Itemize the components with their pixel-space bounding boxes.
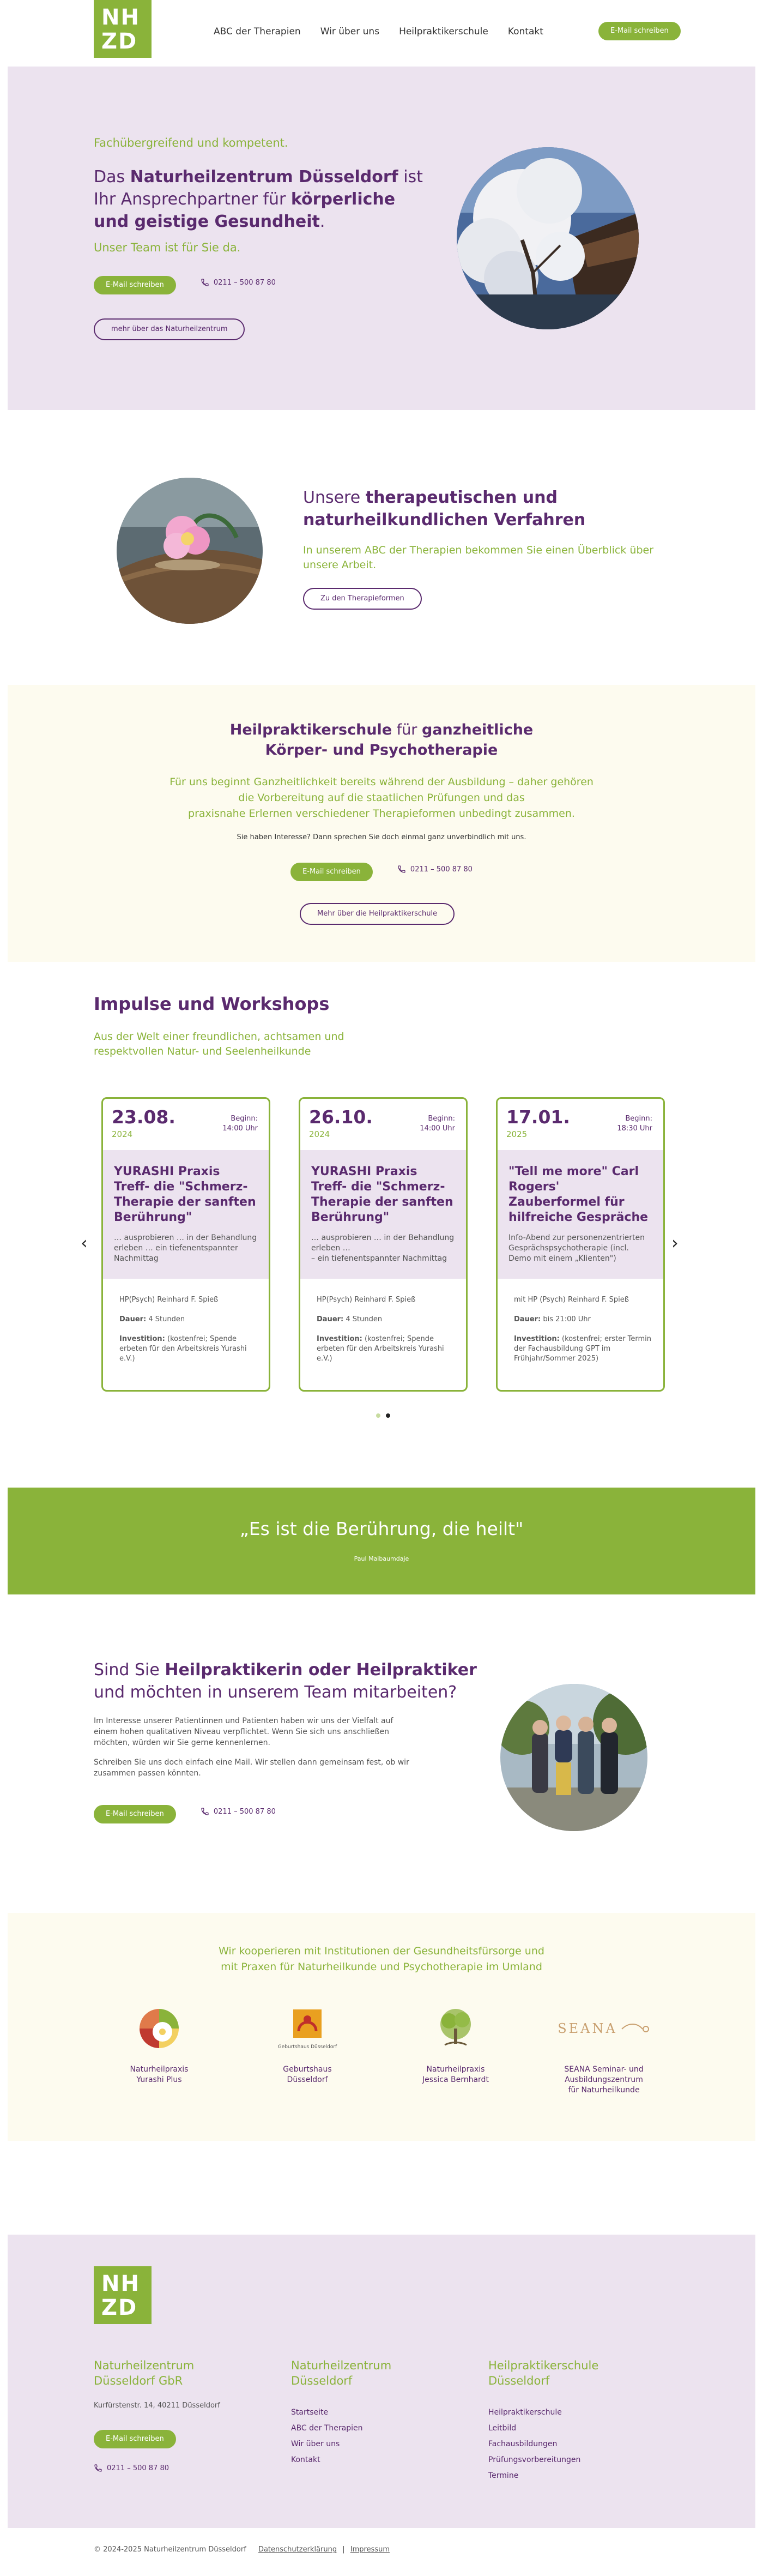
- event-year: 2024: [112, 1129, 133, 1139]
- school-title-part: für: [392, 721, 422, 738]
- therapy-title-part: Unsere: [303, 488, 366, 507]
- legal-separator: |: [342, 2545, 345, 2554]
- event-card[interactable]: [101, 1097, 270, 1392]
- partners-section: [8, 1913, 755, 2141]
- event-date: 23.08.: [112, 1106, 175, 1128]
- therapy-title: [303, 486, 586, 531]
- header-email-button[interactable]: E-Mail schreiben: [598, 22, 681, 40]
- partner-logo: [94, 2002, 225, 2055]
- school-email-button[interactable]: E-Mail schreiben: [290, 863, 373, 881]
- carousel-dot[interactable]: [376, 1413, 380, 1418]
- partner-name-line: für Naturheilkunde: [568, 2086, 640, 2094]
- site-footer: [8, 2235, 755, 2528]
- hero-actions: [94, 276, 276, 294]
- school-title: [8, 720, 755, 760]
- event-host: HP(Psych) Reinhard F. Spieß: [119, 1296, 219, 1304]
- hero-phone-link[interactable]: [201, 278, 276, 287]
- nav-item-therapies[interactable]: ABC der Therapien: [214, 26, 301, 37]
- event-cost-label: Investition:: [119, 1335, 165, 1343]
- hero-title: [94, 166, 432, 233]
- privacy-link[interactable]: Datenschutzerklärung: [258, 2545, 337, 2554]
- event-begin-label: Beginn:: [625, 1115, 652, 1123]
- logo-line-2: ZD: [101, 29, 138, 54]
- event-begin-time: 18:30 Uhr: [617, 1124, 652, 1133]
- event-duration-label: Dauer:: [317, 1315, 344, 1323]
- therapy-flower-image: [117, 478, 263, 624]
- partner-logo-text: Geburtshaus Düsseldorf: [277, 2044, 337, 2050]
- school-actions: [8, 863, 755, 881]
- event-begin: [222, 1114, 258, 1134]
- footer-link-trainings[interactable]: Fachausbildungen: [488, 2440, 558, 2448]
- event-duration-value: 4 Stunden: [148, 1315, 185, 1323]
- hero-title-part: ist Ihr Ansprechpartner für: [94, 167, 423, 209]
- partner-logo: [538, 2002, 669, 2055]
- partner-bernhardt[interactable]: [390, 2002, 521, 2085]
- footer-col-center: [291, 2358, 476, 2468]
- partner-name-line: Naturheilpraxis: [130, 2065, 189, 2074]
- join-body: Im Interesse unserer Patientinnen und Patienten haben wir uns der Vielfalt auf einem hohen qualitativen Niveau verpflichtet. Wenn Sie sich uns anschließen möchten, würden wir Sie gerne kennenlernen.: [94, 1717, 393, 1747]
- quote-author: Paul Maibaumdaje: [354, 1555, 409, 1562]
- school-phone-link[interactable]: [397, 865, 473, 874]
- therapy-title-bold: therapeutischen und naturheilkundlichen Verfahren: [303, 488, 586, 529]
- event-cost-label: Investition:: [317, 1335, 362, 1343]
- hero-team-text: Unser Team ist für Sie da.: [94, 241, 241, 254]
- partner-yurashi[interactable]: [94, 2002, 225, 2085]
- footer-phone-number: 0211 – 500 87 80: [107, 2464, 169, 2472]
- legal-bar: [0, 2528, 763, 2576]
- footer-email-button[interactable]: E-Mail schreiben: [94, 2430, 176, 2448]
- footer-col-title-line: Naturheilzentrum: [291, 2359, 392, 2372]
- carousel-dot-active[interactable]: [386, 1413, 390, 1418]
- hero-blossom-image: [457, 147, 639, 329]
- event-host: HP(Psych) Reinhard F. Spieß: [317, 1296, 416, 1304]
- nav-item-about[interactable]: Wir über uns: [320, 26, 380, 37]
- event-year: 2024: [309, 1129, 330, 1139]
- partner-geburtshaus[interactable]: [242, 2002, 373, 2085]
- event-title: YURASHI Praxis Treff- die "Schmerz-Therapie der sanften Berührung": [311, 1165, 453, 1224]
- event-cost-value: (kostenfrei; erster Termin der Fachausbildung GPT im Frühjahr/Sommer 2025): [514, 1335, 652, 1363]
- phone-icon: [94, 2464, 102, 2472]
- hero-section: [8, 67, 755, 410]
- join-body: Schreiben Sie uns doch einfach eine Mail. Wir stellen dann gemeinsam fest, ob wir zusammen passen könnten.: [94, 1758, 409, 1778]
- school-interest-text: Sie haben Interesse? Dann sprechen Sie doch einmal ganz unverbindlich mit uns.: [237, 833, 526, 841]
- join-title: [94, 1659, 486, 1704]
- footer-col-title: [488, 2358, 674, 2388]
- workshops-subtitle: Aus der Welt einer freundlichen, achtsamen und respektvollen Natur- und Seelenheilkunde: [94, 1031, 344, 1057]
- partner-name-line: Düsseldorf: [287, 2075, 328, 2084]
- footer-col-title-line: Düsseldorf GbR: [94, 2374, 183, 2387]
- school-title-bold: ganzheitliche: [422, 721, 534, 738]
- partner-name-line: Geburtshaus: [283, 2065, 332, 2074]
- footer-links: [291, 2405, 476, 2468]
- therapy-section: [0, 410, 763, 685]
- join-title-part: Sind Sie: [94, 1660, 165, 1680]
- event-duration-label: Dauer:: [514, 1315, 541, 1323]
- event-duration: [317, 1315, 455, 1325]
- nav-item-school[interactable]: Heilpraktikerschule: [399, 26, 488, 37]
- event-cost: [514, 1334, 652, 1364]
- footer-phone-link[interactable]: [94, 2464, 169, 2472]
- event-cost: [317, 1334, 455, 1364]
- footer-link-school[interactable]: Heilpraktikerschule: [488, 2408, 562, 2417]
- school-lead-line: Für uns beginnt Ganzheitlichkeit bereits während der Ausbildung – daher gehören: [169, 776, 594, 788]
- logo-line-1: NH: [101, 5, 140, 30]
- event-cost: [119, 1334, 258, 1364]
- workshops-section: [0, 962, 763, 1488]
- carousel-dots: [376, 1413, 390, 1418]
- event-description: Info-Abend zur personenzentrierten Gesprächspsychotherapie (incl. Demo mit einem „Klienten"): [508, 1233, 645, 1263]
- hero-email-button[interactable]: E-Mail schreiben: [94, 276, 176, 294]
- partners-title: [8, 1943, 755, 1975]
- event-begin-time: 14:00 Uhr: [222, 1124, 258, 1133]
- hero-title-part: .: [319, 212, 325, 231]
- event-description-line: … ausprobieren … in der Behandlung erleben …: [311, 1233, 455, 1253]
- partner-name-line: Naturheilpraxis: [426, 2065, 485, 2074]
- event-duration-value: 4 Stunden: [346, 1315, 383, 1323]
- footer-link-therapies[interactable]: ABC der Therapien: [291, 2424, 363, 2433]
- event-begin: [617, 1114, 652, 1134]
- event-cost-label: Investition:: [514, 1335, 560, 1343]
- hero-phone-number: 0211 – 500 87 80: [213, 278, 276, 287]
- phone-icon: [397, 865, 406, 874]
- school-title-bold: Körper- und Psychotherapie: [265, 742, 498, 759]
- hero-kicker: Fachübergreifend und kompetent.: [94, 136, 288, 149]
- join-email-button[interactable]: E-Mail schreiben: [94, 1805, 176, 1823]
- quote-text: „Es ist die Berührung, die heilt": [239, 1518, 524, 1539]
- partner-name-line: Ausbildungszentrum: [565, 2075, 643, 2084]
- event-cost-value: (kostenfrei; Spende erbeten für den Arbeitskreis Yurashi e.V.): [119, 1335, 247, 1363]
- main-nav: [214, 26, 543, 37]
- imprint-link[interactable]: Impressum: [350, 2545, 390, 2554]
- footer-link-about[interactable]: Wir über uns: [291, 2440, 340, 2448]
- footer-col-title-line: Naturheilzentrum: [94, 2359, 195, 2372]
- event-duration: [514, 1315, 652, 1325]
- event-description-line: – ein tiefenentspannter Nachmittag: [311, 1254, 447, 1263]
- partner-logo-text: SEANA: [558, 2021, 617, 2036]
- school-section: [8, 685, 755, 962]
- phone-icon: [201, 1807, 209, 1816]
- join-phone-number: 0211 – 500 87 80: [213, 1807, 276, 1816]
- logo-line-2: ZD: [101, 2295, 138, 2320]
- therapy-button[interactable]: Zu den Therapieformen: [303, 588, 422, 610]
- partner-logo: [390, 2002, 521, 2055]
- event-begin-label: Beginn:: [231, 1115, 258, 1123]
- phone-icon: [201, 278, 209, 287]
- footer-col-school: [488, 2358, 674, 2484]
- footer-address: Kurfürstenstr. 14, 40211 Düsseldorf: [94, 2402, 220, 2410]
- event-duration: [119, 1315, 258, 1325]
- carousel-prev-icon[interactable]: ‹: [81, 1232, 88, 1253]
- hero-title-part: Das: [94, 167, 130, 186]
- footer-col-title: [291, 2358, 476, 2388]
- join-actions: [94, 1805, 276, 1823]
- footer-col-company: [94, 2358, 279, 2388]
- carousel-next-icon[interactable]: ›: [671, 1232, 679, 1253]
- footer-col-title-line: Düsseldorf: [291, 2374, 353, 2387]
- school-lead-line: die Vorbereitung auf die staatlichen Prüfungen und das: [238, 792, 525, 804]
- partner-name-line: Jessica Bernhardt: [422, 2075, 489, 2084]
- event-description: [311, 1233, 455, 1264]
- event-begin: [420, 1114, 455, 1134]
- partner-logo: [242, 2002, 373, 2055]
- partner-name-line: SEANA Seminar- und: [564, 2065, 644, 2074]
- school-lead-line: praxisnahe Erlernen verschiedener Therapieformen unbedingt zusammen.: [188, 808, 575, 820]
- event-card[interactable]: [496, 1097, 665, 1392]
- school-title-bold: Heilpraktikerschule: [229, 721, 392, 738]
- footer-col-title-line: Heilpraktikerschule: [488, 2359, 599, 2372]
- event-description: … ausprobieren … in der Behandlung erleben … ein tiefenentspannter Nachmittag: [114, 1233, 257, 1263]
- join-title-bold: Heilpraktikerin oder Heilpraktiker: [165, 1660, 477, 1680]
- therapy-text: In unserem ABC der Therapien bekommen Sie einen Überblick über unsere Arbeit.: [303, 544, 654, 571]
- event-date: 26.10.: [309, 1106, 373, 1128]
- copyright: © 2024-2025 Naturheilzentrum Düsseldorf: [94, 2545, 246, 2554]
- event-date: 17.01.: [506, 1106, 570, 1128]
- join-section: [0, 1594, 763, 1913]
- hero-more-button[interactable]: mehr über das Naturheilzentrum: [94, 318, 245, 340]
- site-header: [0, 0, 763, 67]
- footer-link-contact[interactable]: Kontakt: [291, 2455, 320, 2464]
- school-more-button[interactable]: Mehr über die Heilpraktikerschule: [300, 903, 455, 925]
- footer-link-dates[interactable]: Termine: [488, 2471, 519, 2480]
- footer-col-title-line: Düsseldorf: [488, 2374, 550, 2387]
- partners-title-line: Wir kooperieren mit Institutionen der Gesundheitsfürsorge und: [219, 1945, 544, 1957]
- event-card[interactable]: [299, 1097, 468, 1392]
- event-duration-value: bis 21:00 Uhr: [543, 1315, 591, 1323]
- partner-name-line: Yurashi Plus: [136, 2075, 182, 2084]
- footer-logo[interactable]: [94, 2266, 152, 2324]
- hero-title-bold: Naturheilzentrum Düsseldorf: [130, 167, 398, 186]
- school-lead: [8, 774, 755, 822]
- school-phone-number: 0211 – 500 87 80: [410, 865, 473, 874]
- event-title: YURASHI Praxis Treff- die "Schmerz-Therapie der sanften Berührung": [114, 1165, 256, 1224]
- event-begin-time: 14:00 Uhr: [420, 1124, 455, 1133]
- nav-item-contact[interactable]: Kontakt: [507, 26, 543, 37]
- footer-links: [488, 2405, 674, 2484]
- quote-section: [8, 1488, 755, 1594]
- footer-link-home[interactable]: Startseite: [291, 2408, 329, 2417]
- event-begin-label: Beginn:: [428, 1115, 455, 1123]
- partners-title-line: mit Praxen für Naturheilkunde und Psychotherapie im Umland: [221, 1961, 542, 1973]
- footer-col-title: [94, 2358, 279, 2388]
- event-duration-label: Dauer:: [119, 1315, 147, 1323]
- logo-line-1: NH: [101, 2271, 140, 2296]
- event-host: mit HP (Psych) Reinhard F. Spieß: [514, 1296, 629, 1304]
- event-cost-value: (kostenfrei; Spende erbeten für den Arbeitskreis Yurashi e.V.): [317, 1335, 444, 1363]
- workshops-title: Impulse und Workshops: [94, 994, 330, 1014]
- hero-title-bold: körperliche und geistige Gesundheit: [94, 190, 396, 231]
- footer-link-exam-prep[interactable]: Prüfungsvorbereitungen: [488, 2455, 581, 2464]
- event-year: 2025: [506, 1129, 528, 1139]
- join-phone-link[interactable]: [201, 1807, 276, 1816]
- footer-link-mission[interactable]: Leitbild: [488, 2424, 517, 2433]
- join-title-part: und möchten in unserem Team mitarbeiten?: [94, 1683, 457, 1702]
- team-photo: [500, 1684, 647, 1831]
- event-title: "Tell me more" Carl Rogers' Zauberformel für hilfreiche Gespräche: [508, 1165, 649, 1224]
- partner-seana[interactable]: [538, 2002, 669, 2096]
- logo[interactable]: [94, 0, 152, 58]
